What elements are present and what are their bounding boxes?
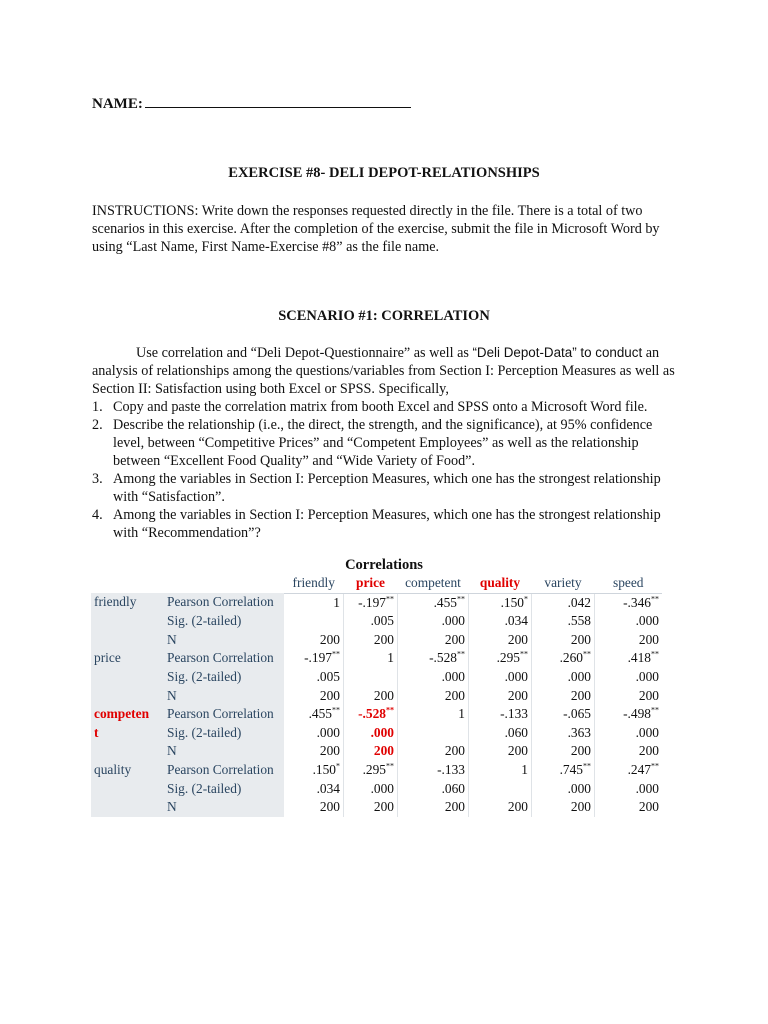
instructions-paragraph: INSTRUCTIONS: Write down the responses requested directly in the file. There is a total of two scenarios in this exercise. After the completion of the exercise, submit the file in Microsoft Word by using “Last Name, First Name-Exercise #8” as the file name. (92, 203, 660, 255)
row-header-price: price (91, 649, 164, 705)
sig-cell: .060 (469, 724, 532, 743)
intro-part1: Use correlation and (136, 345, 251, 361)
pearson-cell: -.197** (344, 593, 398, 612)
question-item (92, 416, 678, 470)
name-label: NAME: (92, 96, 143, 112)
pearson-cell: .295** (469, 649, 532, 668)
sig-cell: .000 (344, 780, 398, 799)
intro-paragraph (92, 344, 678, 398)
n-cell: 200 (532, 687, 595, 706)
pearson-cell: .260** (532, 649, 595, 668)
pearson-cell: -.346** (595, 593, 663, 612)
table-row (91, 742, 662, 761)
n-cell: 200 (595, 798, 663, 817)
sig-cell: .000 (284, 724, 344, 743)
n-cell: 200 (532, 742, 595, 761)
sig-cell: .060 (398, 780, 469, 799)
sig-cell: .000 (595, 780, 663, 799)
pearson-cell: 1 (398, 705, 469, 724)
pearson-cell: .418** (595, 649, 663, 668)
question-number: 4. (92, 507, 103, 523)
pearson-cell: 1 (344, 649, 398, 668)
pearson-cell: .745** (532, 761, 595, 780)
sig-cell: .000 (398, 612, 469, 631)
n-cell: 200 (284, 798, 344, 817)
table-row (91, 649, 662, 668)
intro-part2: as well as (410, 345, 473, 361)
pearson-cell: -.528** (344, 705, 398, 724)
question-text: Describe the relationship (i.e., the direct, the strength, and the significance), at 95% confidence level, between “Competitive Prices” and “Competent Employees” as well as the relationship between “Excellent Food Quality” and “Wide Variety of Food”. (113, 417, 653, 469)
sig-cell: .558 (532, 612, 595, 631)
sig-cell: .363 (532, 724, 595, 743)
table-row (91, 668, 662, 687)
stat-label-sig: Sig. (2-tailed) (164, 724, 284, 743)
table-row (91, 612, 662, 631)
sig-cell: .000 (344, 724, 398, 743)
n-cell: 200 (469, 798, 532, 817)
exercise-title: EXERCISE #8- DELI DEPOT-RELATIONSHIPS (228, 165, 540, 181)
n-cell: 200 (398, 798, 469, 817)
n-cell: 200 (344, 687, 398, 706)
sig-cell (284, 612, 344, 631)
pearson-cell: .042 (532, 593, 595, 612)
question-item (92, 398, 678, 416)
question-number: 1. (92, 399, 103, 415)
sig-cell: .034 (469, 612, 532, 631)
significance-marker: ** (332, 649, 340, 659)
table-row (91, 780, 662, 799)
stat-label-n: N (164, 742, 284, 761)
table-row (91, 593, 662, 612)
row-header-competent: competen t (91, 705, 164, 761)
table-row (91, 687, 662, 706)
question-list (92, 398, 678, 542)
pearson-cell: .295** (344, 761, 398, 780)
significance-marker: ** (651, 594, 659, 604)
question-text: Among the variables in Section I: Perception Measures, which one has the strongest relationship with “Satisfaction”. (113, 471, 661, 505)
n-cell: 200 (398, 687, 469, 706)
question-number: 2. (92, 417, 103, 433)
table-row (91, 724, 662, 743)
sig-cell (344, 668, 398, 687)
table-header-row (91, 574, 662, 593)
name-blank-line[interactable] (145, 92, 411, 108)
pearson-cell: -.065 (532, 705, 595, 724)
correlations-table-title: Correlations (345, 557, 423, 573)
stat-label-sig: Sig. (2-tailed) (164, 780, 284, 799)
pearson-cell: -.498** (595, 705, 663, 724)
significance-marker: ** (651, 705, 659, 715)
significance-marker: ** (457, 594, 465, 604)
intro-rest: an analysis of relationships among the questions/variables from Section I: Perception Measures as well as Section II: Satisfaction using both Excel or SPSS. Specifically, (92, 345, 675, 397)
question-item (92, 470, 678, 506)
header-spacer (91, 574, 164, 593)
row-header-quality: quality (91, 761, 164, 817)
column-header-competent: competent (398, 574, 469, 593)
sig-cell: .005 (344, 612, 398, 631)
significance-marker: ** (386, 594, 394, 604)
column-header-price: price (344, 574, 398, 593)
pearson-cell: .455** (284, 705, 344, 724)
intro-data-name: “Deli Depot-Data” (472, 345, 577, 360)
intro-questionnaire-name: “Deli Depot-Questionnaire” (250, 345, 411, 361)
stat-label-pearson: Pearson Correlation (164, 705, 284, 724)
n-cell: 200 (398, 631, 469, 650)
row-header-friendly: friendly (91, 593, 164, 649)
n-cell: 200 (469, 742, 532, 761)
n-cell: 200 (344, 798, 398, 817)
pearson-cell: .150* (284, 761, 344, 780)
question-item (92, 506, 678, 542)
table-row (91, 761, 662, 780)
sig-cell: .034 (284, 780, 344, 799)
significance-marker: * (336, 761, 340, 771)
n-cell: 200 (532, 631, 595, 650)
sig-cell: .005 (284, 668, 344, 687)
n-cell: 200 (595, 631, 663, 650)
significance-marker: ** (386, 761, 394, 771)
sig-cell: .000 (469, 668, 532, 687)
pearson-cell: 1 (469, 761, 532, 780)
n-cell: 200 (469, 687, 532, 706)
pearson-cell: 1 (284, 593, 344, 612)
header-spacer (164, 574, 284, 593)
sig-cell: .000 (398, 668, 469, 687)
column-header-speed: speed (595, 574, 663, 593)
n-cell: 200 (532, 798, 595, 817)
name-field (92, 92, 411, 113)
stat-label-n: N (164, 798, 284, 817)
question-number: 3. (92, 471, 103, 487)
significance-marker: * (524, 594, 528, 604)
stat-label-pearson: Pearson Correlation (164, 593, 284, 612)
sig-cell: .000 (595, 668, 663, 687)
significance-marker: ** (332, 705, 340, 715)
n-cell: 200 (344, 742, 398, 761)
significance-marker: ** (386, 705, 394, 715)
significance-marker: ** (651, 761, 659, 771)
n-cell: 200 (469, 631, 532, 650)
n-cell: 200 (595, 687, 663, 706)
stat-label-n: N (164, 687, 284, 706)
pearson-cell: -.133 (398, 761, 469, 780)
n-cell: 200 (284, 631, 344, 650)
table-row (91, 631, 662, 650)
sig-cell (469, 780, 532, 799)
significance-marker: ** (583, 649, 591, 659)
significance-marker: ** (651, 649, 659, 659)
significance-marker: ** (457, 649, 465, 659)
sig-cell: .000 (595, 612, 663, 631)
table-row (91, 705, 662, 724)
pearson-cell: .150* (469, 593, 532, 612)
stat-label-sig: Sig. (2-tailed) (164, 668, 284, 687)
significance-marker: ** (520, 649, 528, 659)
pearson-cell: .247** (595, 761, 663, 780)
question-text: Copy and paste the correlation matrix from booth Excel and SPSS onto a Microsoft Word file. (113, 399, 648, 415)
pearson-cell: -.133 (469, 705, 532, 724)
scenario-title: SCENARIO #1: CORRELATION (278, 308, 490, 324)
stat-label-sig: Sig. (2-tailed) (164, 612, 284, 631)
sig-cell: .000 (532, 780, 595, 799)
column-header-friendly: friendly (284, 574, 344, 593)
significance-marker: ** (583, 761, 591, 771)
column-header-variety: variety (532, 574, 595, 593)
sig-cell (398, 724, 469, 743)
intro-part3: to conduct (576, 345, 643, 360)
n-cell: 200 (284, 687, 344, 706)
n-cell: 200 (284, 742, 344, 761)
sig-cell: .000 (595, 724, 663, 743)
correlations-table (91, 574, 662, 817)
pearson-cell: -.197** (284, 649, 344, 668)
pearson-cell: -.528** (398, 649, 469, 668)
table-row (91, 798, 662, 817)
pearson-cell: .455** (398, 593, 469, 612)
n-cell: 200 (398, 742, 469, 761)
stat-label-pearson: Pearson Correlation (164, 761, 284, 780)
n-cell: 200 (595, 742, 663, 761)
stat-label-n: N (164, 631, 284, 650)
n-cell: 200 (344, 631, 398, 650)
question-text: Among the variables in Section I: Perception Measures, which one has the strongest relationship with “Recommendation”? (113, 507, 661, 541)
stat-label-pearson: Pearson Correlation (164, 649, 284, 668)
sig-cell: .000 (532, 668, 595, 687)
column-header-quality: quality (469, 574, 532, 593)
